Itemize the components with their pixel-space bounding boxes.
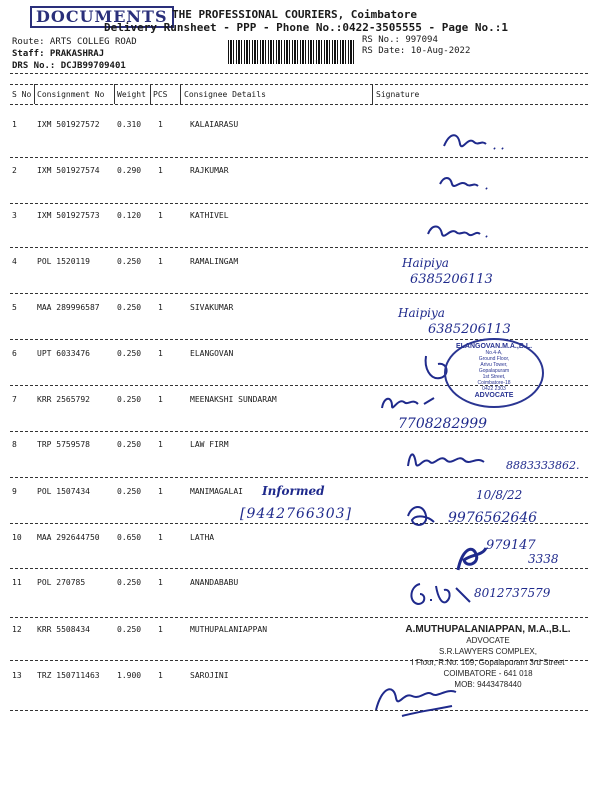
row-sno: 6	[12, 349, 17, 358]
row-weight: 0.250	[117, 487, 142, 496]
row-weight: 0.250	[117, 395, 142, 404]
row-divider	[10, 431, 588, 432]
row-sno: 13	[12, 671, 22, 680]
row-consignee: LAW FIRM	[190, 440, 229, 449]
row-consignee: SIVAKUMAR	[190, 303, 234, 312]
row-consignee: RAJKUMAR	[190, 166, 229, 175]
rs-number: RS No.: 997094	[362, 35, 438, 45]
row-pcs: 1	[158, 625, 163, 634]
row-sno: 1	[12, 120, 17, 129]
row-pcs: 1	[158, 578, 163, 587]
signature-scribble	[404, 446, 494, 476]
handwritten-phone: 979147	[486, 538, 536, 553]
row-pcs: 1	[158, 166, 163, 175]
row-consignment-no: IXM 501927574	[37, 166, 100, 175]
row-weight: 0.250	[117, 257, 142, 266]
row-consignee: MEENAKSHI SUNDARAM	[190, 395, 277, 404]
row-consignment-no: TRZ 150711463	[37, 671, 100, 680]
informed-phone: [9442766303]	[240, 506, 352, 522]
row-sno: 8	[12, 440, 17, 449]
row-divider	[10, 157, 588, 158]
handwritten-phone: 7708282999	[398, 416, 488, 432]
row-consignment-no: IXM 501927572	[37, 120, 100, 129]
documents-stamp: DOCUMENTS	[30, 6, 174, 28]
col-header-consignment: Consignment No	[37, 90, 105, 99]
row-divider	[10, 477, 588, 478]
row-divider	[10, 568, 588, 569]
row-pcs: 1	[158, 303, 163, 312]
row-consignee: SAROJINI	[190, 671, 229, 680]
row-sno: 12	[12, 625, 22, 634]
row-sno: 9	[12, 487, 17, 496]
handwritten-phone: 3338	[528, 552, 559, 566]
row-pcs: 1	[158, 211, 163, 220]
divider	[10, 104, 588, 105]
handwritten-phone: 6385206113	[410, 272, 493, 287]
row-consignee: RAMALINGAM	[190, 257, 239, 266]
row-weight: 0.310	[117, 120, 142, 129]
row-pcs: 1	[158, 533, 163, 542]
row-weight: 0.250	[117, 303, 142, 312]
row-pcs: 1	[158, 395, 163, 404]
row-consignee: KATHIVEL	[190, 211, 229, 220]
row-consignment-no: KRR 5508434	[37, 625, 90, 634]
row-pcs: 1	[158, 257, 163, 266]
route: Route: ARTS COLLEG ROAD	[12, 37, 137, 47]
row-divider	[10, 293, 588, 294]
row-consignment-no: POL 270785	[37, 578, 86, 587]
row-divider	[10, 617, 588, 618]
row-consignment-no: POL 1507434	[37, 487, 90, 496]
row-pcs: 1	[158, 487, 163, 496]
row-consignee: KALAIARASU	[190, 120, 239, 129]
row-consignment-no: MAA 292644750	[37, 533, 100, 542]
row-weight: 0.250	[117, 349, 142, 358]
column-divider	[150, 84, 151, 104]
column-divider	[34, 84, 35, 104]
company-name: THE PROFESSIONAL COURIERS, Coimbatore	[172, 8, 418, 21]
row-consignment-no: KRR 2565792	[37, 395, 90, 404]
handwritten-phone: 8012737579	[474, 586, 551, 600]
row-sno: 5	[12, 303, 17, 312]
row-pcs: 1	[158, 120, 163, 129]
row-consignment-no: UPT 6033476	[37, 349, 90, 358]
col-header-consignee: Consignee Details	[184, 90, 266, 99]
row-consignment-no: POL 1520119	[37, 257, 90, 266]
signature-scribble	[436, 172, 496, 194]
informed-note: Informed	[262, 484, 325, 498]
row-consignee: ELANGOVAN	[190, 349, 234, 358]
row-consignee: MUTHUPALANIAPPAN	[190, 625, 268, 634]
advocate-seal: ELANGOVAN.M.A.,B.L. No.4-A, Ground Floor, Arivu Tower, Gopalapuram 1st Street, Coimbatore-18 0422 2303 ADVOCATE	[444, 338, 544, 408]
column-divider	[180, 84, 181, 104]
column-divider	[114, 84, 115, 104]
barcode	[228, 40, 356, 64]
row-weight: 0.120	[117, 211, 142, 220]
handwritten-phone: 8883333862.	[506, 459, 580, 472]
row-consignment-no: IXM 501927573	[37, 211, 100, 220]
row-pcs: 1	[158, 349, 163, 358]
col-header-sno: S No	[12, 90, 32, 99]
row-sno: 3	[12, 211, 17, 220]
column-divider	[372, 84, 373, 104]
drs-number: DRS No.: DCJB99709401	[12, 61, 126, 71]
col-header-signature: Signature	[376, 90, 420, 99]
row-pcs: 1	[158, 671, 163, 680]
row-consignment-no: MAA 289996587	[37, 303, 100, 312]
divider	[10, 84, 588, 85]
handwritten-name: Haipiya	[402, 256, 449, 270]
row-sno: 7	[12, 395, 17, 404]
staff: Staff: PRAKASHRAJ	[12, 49, 105, 59]
signature-scribble	[440, 128, 510, 156]
row-sno: 4	[12, 257, 17, 266]
signature-scribble	[378, 392, 448, 416]
row-divider	[10, 710, 588, 711]
handwritten-name: Haipiya	[398, 306, 445, 320]
row-sno: 2	[12, 166, 17, 175]
row-divider	[10, 247, 588, 248]
signature-scribble	[372, 680, 462, 720]
col-header-pcs: PCS	[153, 90, 168, 99]
row-divider	[10, 203, 588, 204]
runsheet-subtitle: Delivery Runsheet - PPP - Phone No.:0422-3505555 - Page No.:1	[104, 21, 508, 34]
handwritten-date: 10/8/22	[476, 488, 523, 502]
col-header-weight: Weight	[117, 90, 146, 99]
row-weight: 0.250	[117, 440, 142, 449]
handwritten-phone: 6385206113	[428, 322, 511, 337]
row-weight: 0.650	[117, 533, 142, 542]
row-weight: 0.290	[117, 166, 142, 175]
row-sno: 11	[12, 578, 22, 587]
signature-scribble	[406, 578, 476, 612]
row-consignee: LATHA	[190, 533, 215, 542]
divider	[10, 73, 588, 74]
signature-scribble	[424, 220, 494, 244]
row-consignee: ANANDABABU	[190, 578, 239, 587]
signature-scribble	[404, 502, 440, 530]
rs-date: RS Date: 10-Aug-2022	[362, 46, 471, 56]
row-sno: 10	[12, 533, 22, 542]
handwritten-phone: 9976562646	[448, 510, 538, 526]
row-consignee: MANIMAGALAI	[190, 487, 243, 496]
row-weight: 0.250	[117, 625, 142, 634]
row-weight: 0.250	[117, 578, 142, 587]
row-consignment-no: TRP 5759578	[37, 440, 90, 449]
row-pcs: 1	[158, 440, 163, 449]
row-weight: 1.900	[117, 671, 142, 680]
advocate-address-stamp: A.MUTHUPALANIAPPAN, M.A.,B.L. ADVOCATE S.R.LAWYERS COMPLEX, I Floor, R.No. 109, Gopalapuram 3rd Street COIMBATORE - 641 018 MOB: 9443478440	[405, 624, 571, 689]
